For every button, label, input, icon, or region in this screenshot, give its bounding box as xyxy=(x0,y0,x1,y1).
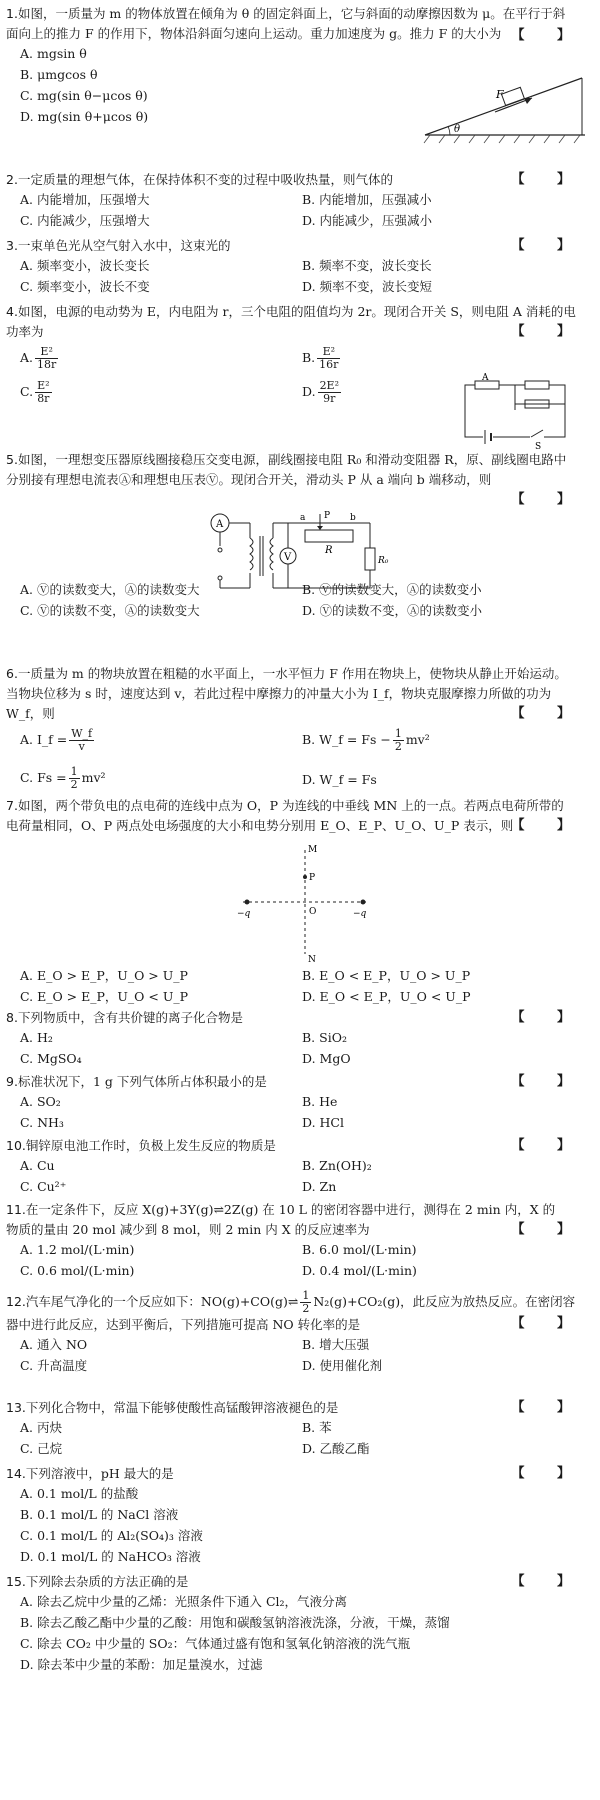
question-number: 5. xyxy=(6,452,18,467)
question-number: 13. xyxy=(6,1400,26,1415)
question-stem: 下列溶液中，pH 最大的是 xyxy=(25,1466,174,1481)
denominator: 18r xyxy=(37,358,57,371)
answer-bracket: 【 】 xyxy=(511,1222,584,1237)
numerator: E² xyxy=(35,346,58,359)
option-b: B. SiO₂ xyxy=(302,1030,347,1045)
question-11 xyxy=(6,1200,592,1282)
question-number: 4. xyxy=(6,304,18,319)
charge-right-label: −q xyxy=(353,909,367,919)
option-label: D. xyxy=(302,384,316,399)
fraction xyxy=(35,380,51,405)
option-d: D. 频率不变，波长变短 xyxy=(302,279,433,294)
question-number: 2. xyxy=(6,172,18,187)
numerator: E² xyxy=(317,346,340,359)
charge-left-label: −q xyxy=(237,909,251,919)
answer-bracket: 【 】 xyxy=(511,818,584,833)
option-a: A. 通入 NO xyxy=(20,1337,88,1352)
denominator: 2 xyxy=(302,1302,310,1315)
option-b: B. 6.0 mol/(L·min) xyxy=(302,1242,417,1257)
fraction xyxy=(393,728,404,753)
question-9 xyxy=(6,1072,592,1134)
question-stem: 一定质量的理想气体，在保持体积不变的过程中吸收热量，则气体的 xyxy=(17,172,393,187)
option-b: B. 频率不变，波长变长 xyxy=(302,258,432,273)
fraction xyxy=(300,1290,311,1315)
option-label: B. xyxy=(302,350,316,365)
option-b: B. Zn(OH)₂ xyxy=(302,1158,372,1173)
option-label: C. xyxy=(20,384,34,399)
fraction xyxy=(317,346,340,371)
option-d: D. HCl xyxy=(302,1115,344,1130)
option-b: B. 苯 xyxy=(302,1420,332,1435)
option-a: A. Ⓥ的读数变大，Ⓐ的读数变大 xyxy=(20,582,200,597)
answer-bracket: 【 】 xyxy=(511,1074,584,1089)
option-d: D. MgO xyxy=(302,1051,351,1066)
option-a: A. mgsin θ xyxy=(20,46,87,61)
end-b-label: b xyxy=(350,513,356,523)
answer-bracket: 【 】 xyxy=(511,324,584,339)
fraction xyxy=(35,346,58,371)
option-c: C. 频率变小，波长不变 xyxy=(20,279,150,294)
question-number: 7. xyxy=(6,798,18,813)
option-c: C. MgSO₄ xyxy=(20,1051,82,1066)
numerator: 2E² xyxy=(319,379,340,392)
option-c: C. E_O > E_P，U_O < U_P xyxy=(20,989,189,1004)
question-stem: 如图，一质量为 m 的物体放置在倾角为 θ 的固定斜面上，它与斜面的动摩擦因数为 μ。在平行于斜面向上的推力 F 的作用下，物体沿斜面匀速向上运动。重力加速度为 g。推力 F 的大小为 xyxy=(6,6,566,41)
option-c: C. 己烷 xyxy=(20,1441,63,1456)
option-a: A. E_O > E_P，U_O > U_P xyxy=(20,968,188,983)
option-d: D. 0.1 mol/L 的 NaHCO₃ 溶液 xyxy=(20,1549,201,1564)
question-number: 14. xyxy=(6,1466,26,1481)
question-stem: 一质量为 m 的物块放置在粗糙的水平面上，一水平恒力 F 作用在物块上，使物块从静止开始运动。当物块位移为 s 时，速度达到 v，若此过程中摩擦力的冲量大小为 I_f，物块克服摩擦力所做的功为 W_f，则 xyxy=(6,666,567,721)
slider-label: P xyxy=(324,511,331,521)
question-number: 8. xyxy=(6,1010,18,1025)
incline-figure xyxy=(420,60,590,150)
option-a xyxy=(20,728,96,753)
option-a: A. 丙炔 xyxy=(20,1420,62,1435)
resistor-label-a: A xyxy=(482,373,489,383)
fraction xyxy=(69,766,80,791)
rheostat-label: R xyxy=(325,545,333,556)
option-label: C. Fs = xyxy=(20,770,67,785)
option-b: B. He xyxy=(302,1094,338,1109)
numerator: 1 xyxy=(70,765,78,778)
answer-bracket: 【 】 xyxy=(511,1400,584,1415)
option-d: D. 乙酸乙酯 xyxy=(302,1441,370,1456)
option-a: A. 0.1 mol/L 的盐酸 xyxy=(20,1486,139,1501)
option-b: B. 内能增加，压强减小 xyxy=(302,192,432,207)
question-number: 12. xyxy=(6,1294,26,1309)
answer-bracket: 【 】 xyxy=(511,1010,584,1025)
question-stem: 下列除去杂质的方法正确的是 xyxy=(25,1574,189,1589)
option-b: B. 除去乙酸乙酯中少量的乙酸：用饱和碳酸氢钠溶液洗涤，分液，干燥，蒸馏 xyxy=(20,1615,450,1630)
option-d: D. W_f = Fs xyxy=(302,772,377,787)
option-tail: mv² xyxy=(405,732,430,747)
option-a: A. 除去乙烷中少量的乙烯：光照条件下通入 Cl₂，气液分离 xyxy=(20,1594,348,1609)
option-d: D. mg(sin θ+μcos θ) xyxy=(20,109,149,124)
question-10 xyxy=(6,1136,592,1198)
option-a xyxy=(20,346,60,371)
point-n-label: N xyxy=(308,955,316,965)
option-d: D. Ⓥ的读数不变，Ⓐ的读数变小 xyxy=(302,603,483,618)
option-b: B. μmgcos θ xyxy=(20,67,98,82)
option-d xyxy=(302,380,343,405)
question-stem: 一束单色光从空气射入水中，这束光的 xyxy=(17,238,231,253)
option-c: C. mg(sin θ−μcos θ) xyxy=(20,88,148,103)
option-c: C. 0.1 mol/L 的 Al₂(SO₄)₃ 溶液 xyxy=(20,1528,203,1543)
question-stem: 如图，两个带负电的点电荷的连线中点为 O，P 为连线的中垂线 MN 上的一点。若两点电荷所带的电荷量相同，O、P 两点处电场强度的大小和电势分别用 E_O、E_P、U_O、U_P 表示，则 xyxy=(6,798,564,833)
question-number: 15. xyxy=(6,1574,26,1589)
question-stem: 标准状况下，1 g 下列气体所占体积最小的是 xyxy=(17,1074,267,1089)
question-6 xyxy=(6,664,592,800)
option-b: B. 0.1 mol/L 的 NaCl 溶液 xyxy=(20,1507,179,1522)
question-stem: 下列化合物中，常温下能够使酸性高锰酸钾溶液褪色的是 xyxy=(25,1400,339,1415)
point-o-label: O xyxy=(309,907,317,917)
angle-label: θ xyxy=(454,124,461,135)
question-number: 9. xyxy=(6,1074,18,1089)
question-3 xyxy=(6,236,592,298)
option-c: C. 0.6 mol/(L·min) xyxy=(20,1263,135,1278)
fraction xyxy=(69,728,94,753)
fraction xyxy=(318,380,341,405)
question-stem: 下列物质中，含有共价键的离子化合物是 xyxy=(17,1010,243,1025)
answer-bracket: 【 】 xyxy=(511,1574,584,1589)
numerator: E² xyxy=(37,379,50,392)
question-number: 3. xyxy=(6,238,18,253)
option-b: B. 增大压强 xyxy=(302,1337,370,1352)
option-a: A. 内能增加，压强增大 xyxy=(20,192,150,207)
question-13 xyxy=(6,1398,592,1460)
question-2 xyxy=(6,170,592,232)
switch-label: S xyxy=(535,442,542,452)
option-c: C. 除去 CO₂ 中少量的 SO₂：气体通过盛有饱和氢氧化钠溶液的洗气瓶 xyxy=(20,1636,411,1651)
question-8 xyxy=(6,1008,592,1070)
answer-bracket: 【 】 xyxy=(511,492,584,507)
option-c xyxy=(20,766,106,791)
charge-figure xyxy=(235,842,375,966)
question-stem: 如图，电源的电动势为 E，内电阻为 r，三个电阻的阻值均为 2r。现闭合开关 S，则电阻 A 消耗的电功率为 xyxy=(6,304,576,339)
option-c: C. Cu²⁺ xyxy=(20,1179,67,1194)
denominator: 9r xyxy=(323,392,336,405)
end-a-label: a xyxy=(300,513,306,523)
option-d: D. 除去苯中少量的苯酚：加足量溴水，过滤 xyxy=(20,1657,263,1672)
question-number: 1. xyxy=(6,6,18,21)
question-15 xyxy=(6,1572,592,1676)
option-a: A. H₂ xyxy=(20,1030,53,1045)
voltmeter-label: V xyxy=(284,552,292,563)
question-stem: 铜锌原电池工作时，负极上发生反应的物质是 xyxy=(25,1138,276,1153)
option-b: B. E_O < E_P，U_O > U_P xyxy=(302,968,471,983)
question-14 xyxy=(6,1464,592,1568)
denominator: 16r xyxy=(319,358,339,371)
option-c: C. 升高温度 xyxy=(20,1358,88,1373)
option-b: B. Ⓥ的读数变大，Ⓐ的读数变小 xyxy=(302,582,482,597)
point-p-label: P xyxy=(309,873,316,883)
option-a: A. Cu xyxy=(20,1158,55,1173)
question-number: 6. xyxy=(6,666,18,681)
answer-bracket: 【 】 xyxy=(511,1466,584,1481)
question-stem: 如图，一理想变压器原线圈接稳压交变电源，副线圈接电阻 R₀ 和滑动变阻器 R，原、副线圈电路中分别接有理想电流表Ⓐ和理想电压表Ⓥ。现闭合开关，滑动头 P 从 a 端向 b 端移动，则 xyxy=(6,452,567,487)
answer-bracket: 【 】 xyxy=(511,706,584,721)
option-c: C. Ⓥ的读数不变，Ⓐ的读数变大 xyxy=(20,603,200,618)
option-a: A. SO₂ xyxy=(20,1094,61,1109)
answer-bracket: 【 】 xyxy=(511,238,584,253)
question-number: 10. xyxy=(6,1138,26,1153)
circuit-figure-q4 xyxy=(445,373,585,452)
option-b xyxy=(302,346,342,371)
numerator: 1 xyxy=(394,727,402,740)
force-label: F xyxy=(496,88,504,101)
option-d: D. Zn xyxy=(302,1179,337,1194)
option-c: C. NH₃ xyxy=(20,1115,64,1130)
option-c: C. 内能减少，压强增大 xyxy=(20,213,150,228)
denominator: 2 xyxy=(394,740,402,753)
numerator: 1 xyxy=(302,1289,310,1302)
option-a: A. 1.2 mol/(L·min) xyxy=(20,1242,135,1257)
question-stem-tail: N₂(g)+CO₂(g)，此反应为放热反应。在密闭容器中进行此反应，达到平衡后，下列措施可提高 NO 转化率的是 xyxy=(6,1294,576,1332)
answer-bracket: 【 】 xyxy=(511,1138,584,1153)
option-a: A. 频率变小，波长变长 xyxy=(20,258,150,273)
denominator: v xyxy=(78,740,85,753)
point-m-label: M xyxy=(308,845,318,855)
resistor-r0-label: R₀ xyxy=(378,556,389,566)
question-stem: 汽车尾气净化的一个反应如下：NO(g)+CO(g)⇌ xyxy=(25,1294,299,1309)
answer-bracket: 【 】 xyxy=(511,172,584,187)
option-label: B. W_f = Fs − xyxy=(302,732,391,747)
answer-bracket: 【 】 xyxy=(511,1316,584,1331)
option-d: D. 内能减少，压强减小 xyxy=(302,213,433,228)
option-d: D. 使用催化剂 xyxy=(302,1358,383,1373)
denominator: 2 xyxy=(70,778,78,791)
option-label: A. I_f = xyxy=(20,732,68,747)
option-label: A. xyxy=(20,350,34,365)
transformer-figure xyxy=(200,508,390,596)
option-d: D. 0.4 mol/(L·min) xyxy=(302,1263,417,1278)
question-12 xyxy=(6,1290,592,1377)
ammeter-label: A xyxy=(216,519,224,530)
option-d: D. E_O < E_P，U_O < U_P xyxy=(302,989,471,1004)
question-number: 11. xyxy=(6,1202,26,1217)
numerator: W_f xyxy=(71,727,93,740)
option-tail: mv² xyxy=(81,770,106,785)
question-stem: 在一定条件下，反应 X(g)+3Y(g)⇌2Z(g) 在 10 L 的密闭容器中进行，测得在 2 min 内，X 的物质的量由 20 mol 减少到 8 mol，则 2 min 内 X 的反应速率为 xyxy=(6,1202,556,1237)
answer-bracket: 【 】 xyxy=(511,28,584,43)
option-c xyxy=(20,380,54,405)
denominator: 8r xyxy=(37,392,50,405)
option-b xyxy=(302,728,430,753)
